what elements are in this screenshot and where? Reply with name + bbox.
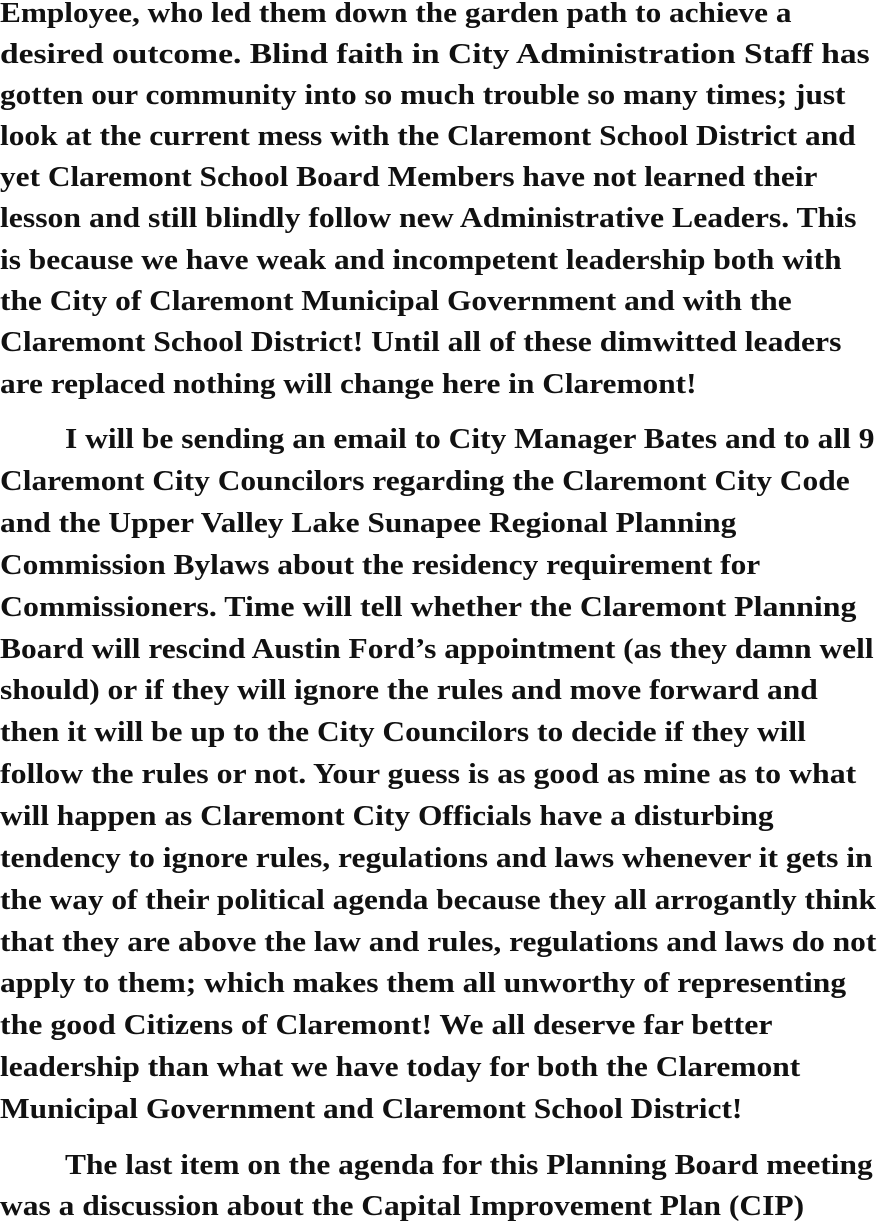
- text-line: Claremont School District! Until all of these dimwitted leaders: [0, 327, 842, 358]
- text-line: yet Claremont School Board Members have not learned their: [0, 162, 818, 193]
- text-line: Claremont City Councilors regarding the Claremont City Code: [0, 466, 850, 497]
- text-line: then it will be up to the City Councilors to decide if they will: [0, 717, 806, 748]
- text-line: tendency to ignore rules, regulations and laws whenever it gets in: [0, 843, 873, 874]
- text-line: Municipal Government and Claremont School District!: [0, 1094, 743, 1125]
- text-line: leadership than what we have today for both the Claremont: [0, 1052, 801, 1083]
- text-line: the City of Claremont Municipal Government and with the: [0, 286, 792, 317]
- text-line: Board will rescind Austin Ford’s appointment (as they damn well: [0, 634, 874, 665]
- text-line: desired outcome. Blind faith in City Administration Staff has: [0, 39, 870, 70]
- text-line: is because we have weak and incompetent leadership both with: [0, 245, 842, 276]
- text-line: gotten our community into so much trouble so many times; just: [0, 80, 846, 111]
- text-line: the good Citizens of Claremont! We all deserve far better: [0, 1010, 773, 1041]
- text-line: I will be sending an email to City Manager Bates and to all 9: [65, 424, 875, 455]
- text-line: The last item on the agenda for this Planning Board meeting: [65, 1150, 873, 1181]
- text-line: Employee, who led them down the garden path to achieve a: [0, 0, 792, 29]
- text-line: will happen as Claremont City Officials have a disturbing: [0, 801, 774, 832]
- text-line: that they are above the law and rules, regulations and laws do not: [0, 927, 877, 958]
- text-line: and the Upper Valley Lake Sunapee Regional Planning: [0, 508, 737, 539]
- text-line: lesson and still blindly follow new Administrative Leaders. This: [0, 203, 857, 234]
- text-line: Commission Bylaws about the residency requirement for: [0, 550, 761, 581]
- text-line: was a discussion about the Capital Improvement Plan (CIP): [0, 1191, 805, 1221]
- text-line: follow the rules or not. Your guess is as good as mine as to what: [0, 759, 857, 790]
- text-line: should) or if they will ignore the rules and move forward and: [0, 675, 818, 706]
- text-line: Commissioners. Time will tell whether the Claremont Planning: [0, 592, 857, 623]
- text-line: look at the current mess with the Claremont School District and: [0, 121, 856, 152]
- text-line: the way of their political agenda because they all arrogantly think: [0, 885, 876, 916]
- text-line: are replaced nothing will change here in Claremont!: [0, 369, 697, 400]
- text-line: apply to them; which makes them all unworthy of representing: [0, 968, 847, 999]
